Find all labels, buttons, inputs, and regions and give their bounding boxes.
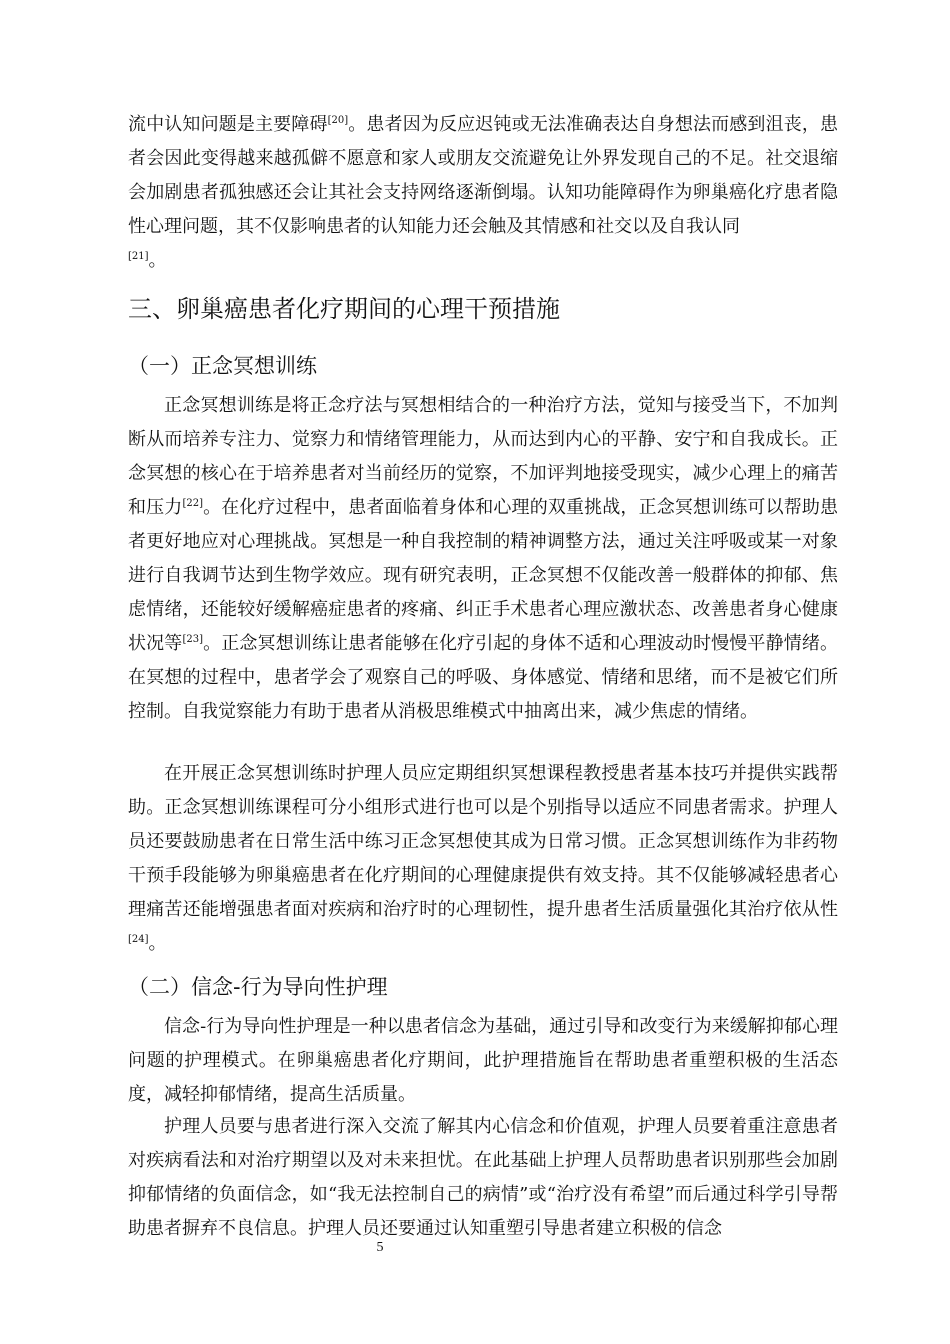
page-number: 5 bbox=[376, 1240, 384, 1255]
citation-ref: [22] bbox=[182, 498, 203, 509]
citation-ref: [21] bbox=[128, 251, 149, 262]
citation-ref: [23] bbox=[182, 634, 203, 645]
text-run: 在开展正念冥想训练时护理人员应定期组织冥想课程教授患者基本技巧并提供实践帮助。正念冥想训练课程可分小组形式进行也可以是个别指导以适应不同患者需求。护理人员还要鼓励患者在日常生活中练习正念冥想使其成为日常习惯。正念冥想训练作为非药物干预手段能够为卵巢癌患者在化疗期间的心理健康提供有效支持。其不仅能够减轻患者心理痛苦还能增强患者面对疾病和治疗时的心理韧性，提升患者生活质量强化其治疗依从性 bbox=[128, 763, 838, 920]
text-run: 正念冥想训练是将正念疗法与冥想相结合的一种治疗方法，觉知与接受当下，不加判断从而培养专注力、觉察力和情绪管理能力，从而达到内心的平静、安宁和自我成长。正念冥想的核心在于培养患者对当前经历的觉察，不加评判地接受现实，减少心理上的痛苦和压力 bbox=[128, 395, 838, 518]
text-run: 。在化疗过程中，患者面临着身体和心理的双重挑战，正念冥想训练可以帮助患者更好地应对心理挑战。冥想是一种自我控制的精神调整方法，通过关注呼吸或某一对象进行自我调节达到生物学效应。现有研究表明，正念冥想不仅能改善一般群体的抑郁、焦虑情绪，还能较好缓解癌症患者的疼痛、纠正手术患者心理应激状态、改善患者身心健康状况等 bbox=[128, 497, 839, 654]
paragraph-cognitive-barrier bbox=[128, 108, 838, 278]
paragraph-mindfulness-practice bbox=[128, 757, 838, 961]
citation-ref: [20] bbox=[327, 115, 349, 126]
subsection-heading-mindfulness: （一）正念冥想训练 bbox=[128, 354, 317, 378]
citation-ref: [24] bbox=[128, 934, 149, 945]
section-heading: 三、卵巢癌患者化疗期间的心理干预措施 bbox=[128, 295, 560, 323]
text-run: 。正念冥想训练让患者能够在化疗引起的身体不适和心理波动时慢慢平静情绪。在冥想的过程中，患者学会了观察自己的呼吸、身体感觉、情绪和思绪，而不是被它们所控制。自我觉察能力有助于患者从消极思维模式中抽离出来，减少焦虑的情绪。 bbox=[128, 633, 839, 722]
text-run: 。 bbox=[148, 250, 167, 271]
text-run: 。 bbox=[148, 933, 167, 954]
paragraph-mindfulness-intro bbox=[128, 389, 838, 729]
subsection-heading-belief-behavior: （二）信念-行为导向性护理 bbox=[128, 975, 388, 999]
text-run: 。患者因为反应迟钝或无法准确表达自身想法而感到沮丧，患者会因此变得越来越孤僻不愿意和家人或朋友交流避免让外界发现自己的不足。社交退缩会加剧患者孤独感还会让其社会支持网络逐渐倒塌。认知功能障碍作为卵巢癌化疗患者隐性心理问题，其不仅影响患者的认知能力还会触及其情感和社交以及自我认同 bbox=[128, 114, 839, 237]
paragraph-belief-practice: 护理人员要与患者进行深入交流了解其内心信念和价值观，护理人员要着重注意患者对疾病看法和对治疗期望以及对未来担忧。在此基础上护理人员帮助患者识别那些会加剧抑郁情绪的负面信念，如“我无法控制自己的病情”或“治疗没有希望”而后通过科学引导帮助患者摒弃不良信息。护理人员还要通过认知重塑引导患者建立积极的信念 bbox=[128, 1116, 838, 1239]
paragraph-belief-intro: 信念-行为导向性护理是一种以患者信念为基础，通过引导和改变行为来缓解抑郁心理问题的护理模式。在卵巢癌患者化疗期间，此护理措施旨在帮助患者重塑积极的生活态度，减轻抑郁情绪，提高生活质量。 bbox=[128, 1016, 838, 1105]
text-run: 流中认知问题是主要障碍 bbox=[128, 114, 328, 135]
